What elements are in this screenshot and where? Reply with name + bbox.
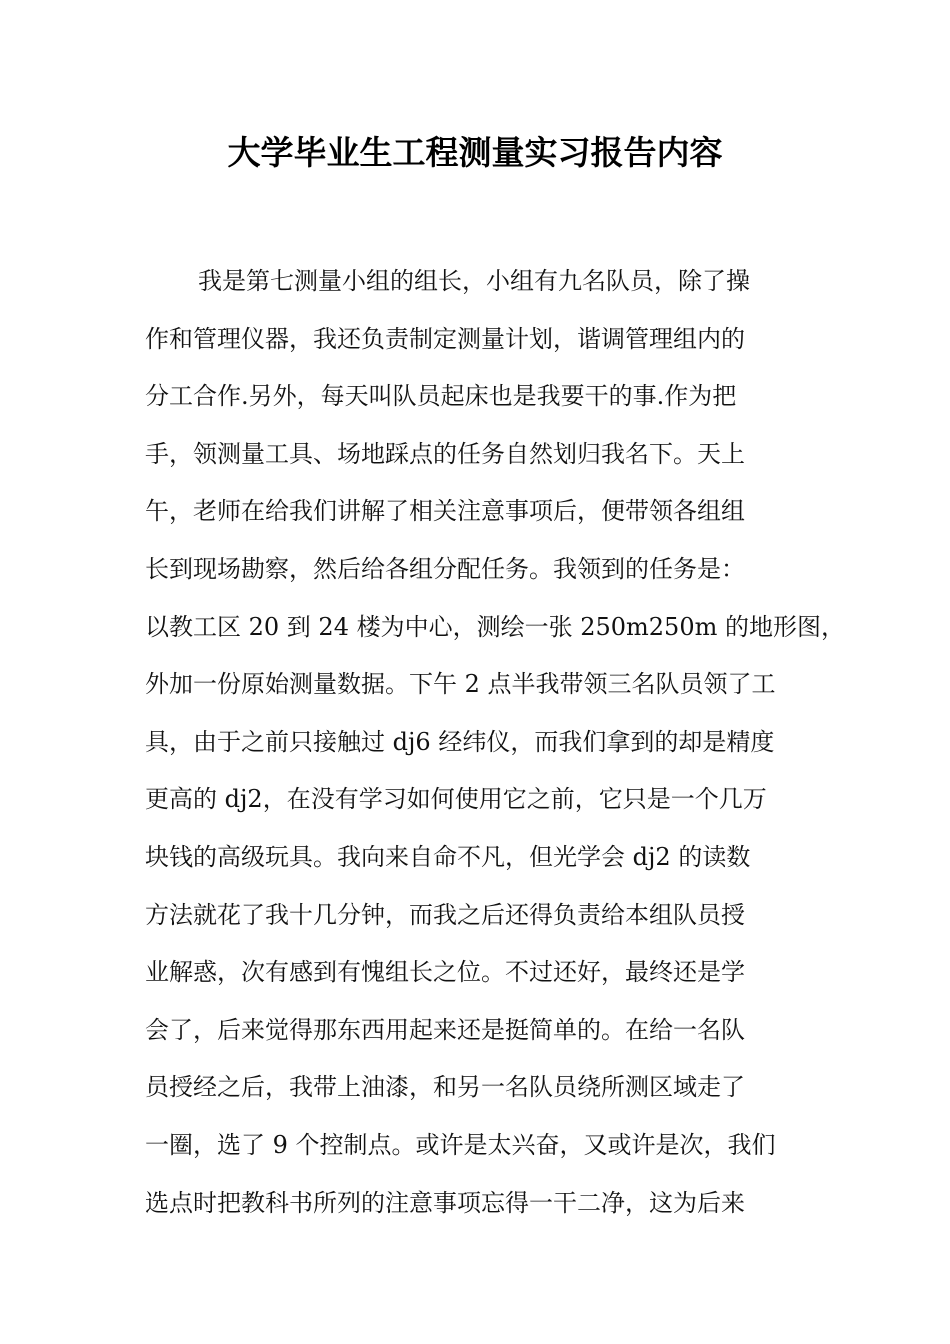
paragraph-line: 业解惑，次有感到有愧组长之位。不过还好，最终还是学	[145, 958, 745, 987]
paragraph-line: 长到现场勘察，然后给各组分配任务。我领到的任务是：	[145, 554, 745, 583]
paragraph-line: 块钱的高级玩具。我向来自命不凡，但光学会 dj2 的读数	[145, 842, 751, 871]
paragraph-line: 作和管理仪器，我还负责制定测量计划，谐调管理组内的	[145, 324, 745, 353]
paragraph-line: 我是第七测量小组的组长，小组有九名队员，除了操	[198, 267, 750, 295]
paragraph-line: 员授经之后，我带上油漆，和另一名队员绕所测区域走了	[145, 1073, 745, 1102]
paragraph-line: 外加一份原始测量数据。下午 2 点半我带领三名队员领了工	[145, 670, 776, 699]
paragraph-line: 更高的 dj2，在没有学习如何使用它之前，它只是一个几万	[145, 785, 767, 814]
paragraph-line: 方法就花了我十几分钟，而我之后还得负责给本组队员授	[145, 900, 745, 929]
paragraph-line: 手，领测量工具、场地踩点的任务自然划归我名下。天上	[145, 439, 745, 468]
paragraph-line: 会了，后来觉得那东西用起来还是挺简单的。在给一名队	[145, 1015, 745, 1044]
paragraph-line: 一圈，选了 9 个控制点。或许是太兴奋，又或许是次，我们	[145, 1130, 776, 1159]
document-body	[145, 258, 845, 1237]
paragraph-line: 选点时把教科书所列的注意事项忘得一干二净，这为后来	[145, 1188, 745, 1217]
paragraph-line: 午，老师在给我们讲解了相关注意事项后，便带领各组组	[145, 497, 745, 526]
document-title: 大学毕业生工程测量实习报告内容	[227, 133, 723, 172]
paragraph-line: 分工合作.另外，每天叫队员起床也是我要干的事.作为把	[145, 382, 737, 411]
paragraph-line: 具，由于之前只接触过 dj6 经纬仪，而我们拿到的却是精度	[145, 727, 775, 756]
paragraph-line: 以教工区 20 到 24 楼为中心，测绘一张 250m250m 的地形图，	[145, 612, 845, 641]
